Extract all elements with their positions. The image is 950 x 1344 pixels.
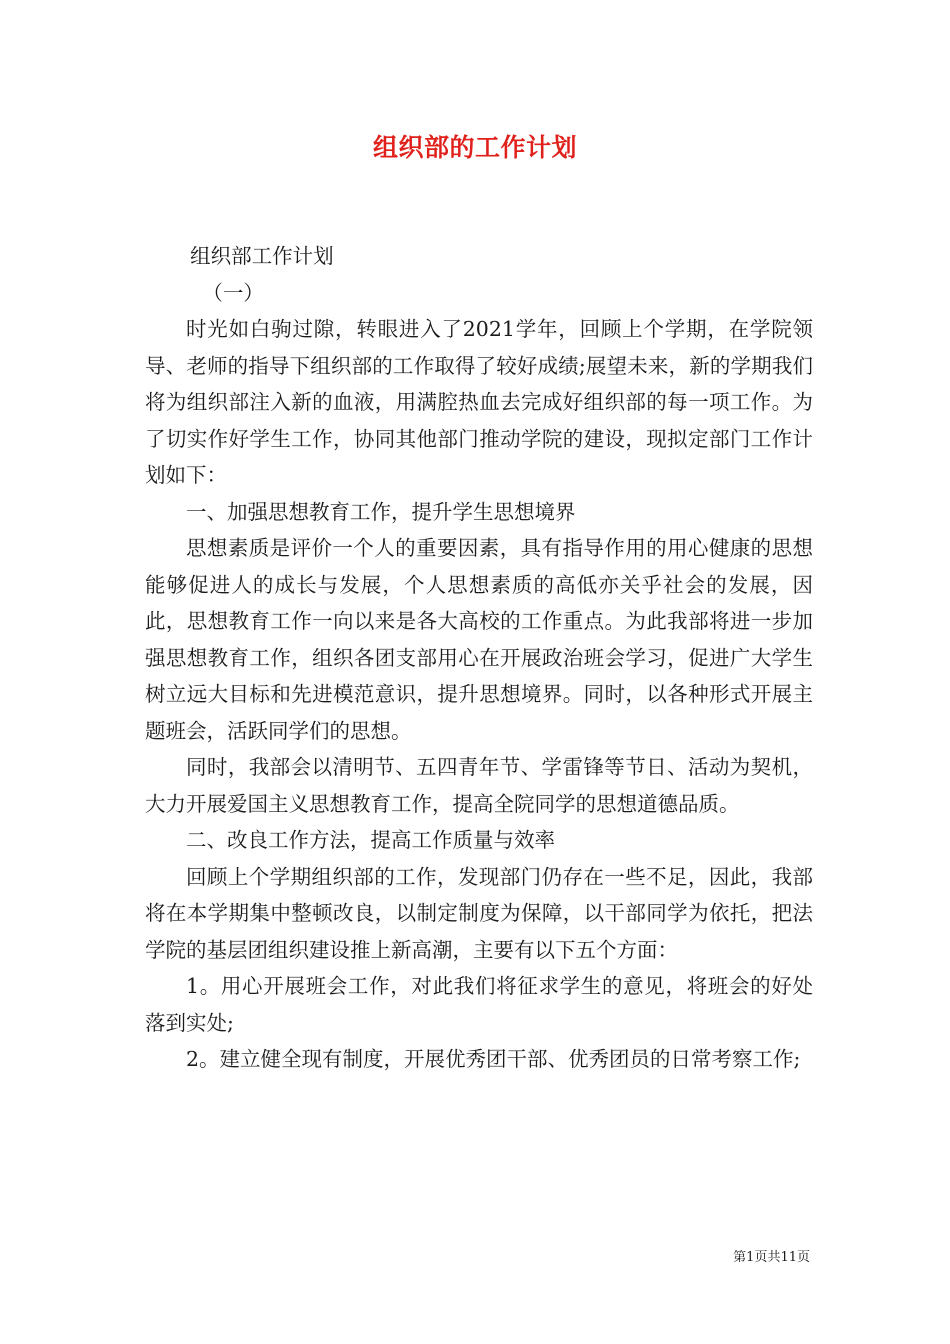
section-number: （一） xyxy=(202,280,264,305)
section-subtitle: 组织部工作计划 xyxy=(190,244,334,268)
list-item: 1。用心开展班会工作，对此我们将征求学生的意见，将班会的好处落到实处; xyxy=(145,974,813,1035)
document-body xyxy=(145,238,813,1078)
paragraph-intro: 时光如白驹过隙，转眼进入了2021学年，回顾上个学期，在学院领导、老师的指导下组织部的工作取得了较好成绩;展望未来，新的学期我们将为组织部注入新的血液，用满腔热血去完成好组织部的每一项工作。为了切实作好学生工作，协同其他部门推动学院的建设，现拟定部门工作计划如下： xyxy=(145,317,813,487)
document-title: 组织部的工作计划 xyxy=(372,133,577,162)
heading-one: 一、加强思想教育工作，提升学生思想境界 xyxy=(186,499,576,524)
paragraph: 回顾上个学期组织部的工作，发现部门仍存在一些不足，因此，我部将在本学期集中整顿改良，以制定制度为保障，以干部同学为依托，把法学院的基层团组织建设推上新高潮，主要有以下五个方面： xyxy=(145,864,813,962)
list-item: 2。建立健全现有制度，开展优秀团干部、优秀团员的日常考察工作; xyxy=(186,1047,801,1071)
heading-two: 二、改良工作方法，提高工作质量与效率 xyxy=(186,828,555,852)
paragraph: 同时，我部会以清明节、五四青年节、学雷锋等节日、活动为契机，大力开展爱国主义思想教育工作，提高全院同学的思想道德品质。 xyxy=(145,755,813,816)
paragraph: 思想素质是评价一个人的重要因素，具有指导作用的用心健康的思想能够促进人的成长与发展，个人思想素质的高低亦关乎社会的发展，因此，思想教育工作一向以来是各大高校的工作重点。为此我部将进一步加强思想教育工作，组织各团支部用心在开展政治班会学习，促进广大学生树立远大目标和先进模范意识，提升思想境界。同时，以各种形式开展主题班会，活跃同学们的思想。 xyxy=(145,536,813,743)
page-number-footer: 第1页共11页 xyxy=(733,1250,810,1265)
